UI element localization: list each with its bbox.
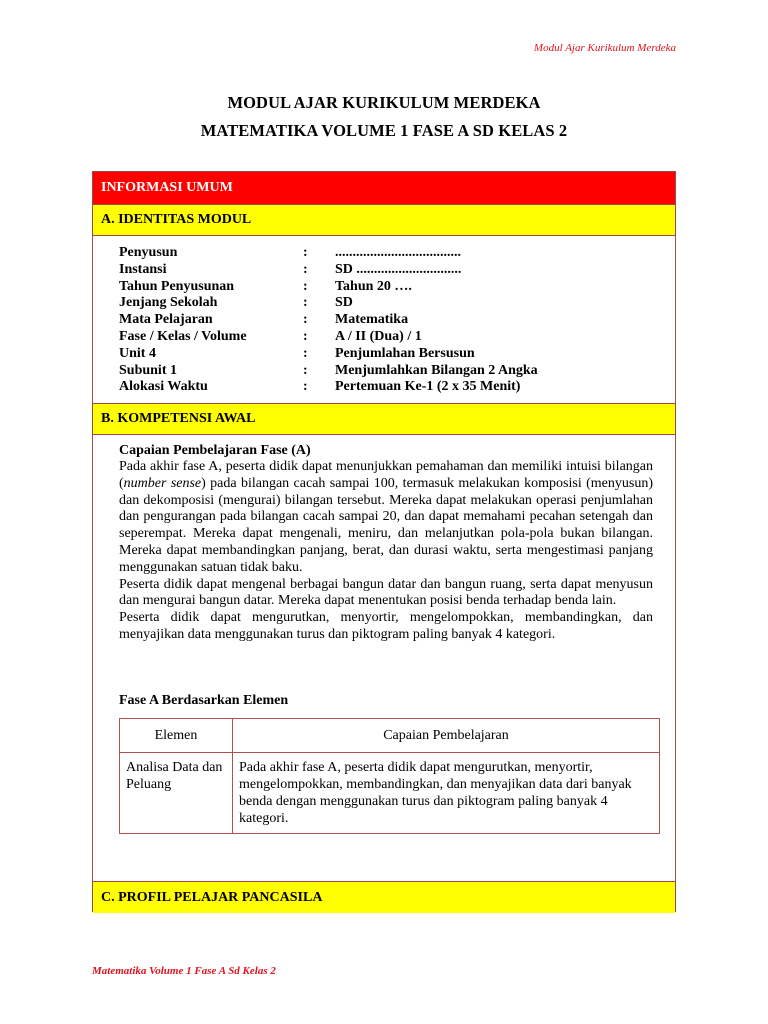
identitas-value: Menjumlahkan Bilangan 2 Angka: [335, 362, 538, 378]
identitas-colon: :: [303, 295, 308, 311]
identitas-value: Pertemuan Ke-1 (2 x 35 Menit): [335, 379, 521, 395]
table-header-row: [120, 719, 660, 753]
identitas-label: Jenjang Sekolah: [119, 295, 218, 311]
identitas-colon: :: [303, 379, 308, 395]
column-header-elemen: Elemen: [120, 719, 233, 753]
identitas-row: [119, 262, 538, 279]
identitas-value: Penjumlahan Bersusun: [335, 345, 475, 361]
identitas-label: Unit 4: [119, 345, 156, 361]
cell-capaian: Pada akhir fase A, peserta didik dapat mengurutkan, menyortir, mengelompokkan, membandingkan, dan menyajikan data dari banyak benda dengan menggunakan turus dan piktogram paling banyak 4 kategori.: [233, 753, 660, 834]
identitas-colon: :: [303, 278, 308, 294]
identitas-row: [119, 346, 538, 363]
identitas-row: [119, 295, 538, 312]
elemen-heading: Fase A Berdasarkan Elemen: [119, 693, 289, 708]
cell-elemen: Analisa Data dan Peluang: [120, 753, 233, 834]
identitas-colon: :: [303, 261, 308, 277]
identitas-value: A / II (Dua) / 1: [335, 328, 422, 344]
identitas-label: Penyusun: [119, 245, 178, 260]
section-informasi-umum: INFORMASI UMUM: [93, 172, 675, 204]
identitas-row: [119, 379, 538, 396]
capaian-heading: Capaian Pembelajaran Fase (A): [119, 443, 311, 458]
number-sense-term: number sense: [123, 475, 202, 491]
document-title: [0, 93, 768, 141]
capaian-paragraph-1-start: Pada akhir fase A, peserta didik dapat menunjukkan pemahaman dan memiliki intuisi bilangan (: [119, 459, 653, 491]
running-header: Modul Ajar Kurikulum Merdeka: [533, 42, 676, 54]
running-footer: Matematika Volume 1 Fase A Sd Kelas 2: [92, 965, 276, 977]
table-row: [120, 753, 660, 834]
identitas-value: Matematika: [335, 312, 409, 328]
identitas-label: Fase / Kelas / Volume: [119, 328, 247, 344]
identitas-colon: :: [303, 362, 308, 378]
identitas-colon: :: [303, 245, 308, 260]
identitas-label: Tahun Penyusunan: [119, 278, 235, 294]
title-line-1: MODUL AJAR KURIKULUM MERDEKA: [227, 93, 541, 112]
identitas-colon: :: [303, 312, 308, 328]
identitas-value: SD: [335, 295, 353, 311]
capaian-paragraph-1-end: ) pada bilangan cacah sampai 100, termasuk melakukan komposisi (menyusun) dan dekomposisi (mengurai) bilangan tersebut. Mereka dapat melakukan operasi penjumlahan dan pengurangan pada bilangan cacah sampai 20, dan dapat memahami pecahan setengah dan seperempat. Mereka dapat mengenali, meniru, dan melanjutkan pola-pola bukan bilangan. Mereka dapat membandingkan panjang, berat, dan durasi waktu, serta mengestimasi panjang menggunakan satuan tidak baku.: [119, 475, 653, 575]
section-kompetensi-awal: B. KOMPETENSI AWAL: [93, 403, 675, 435]
identitas-label: Alokasi Waktu: [119, 379, 208, 395]
title-line-2: MATEMATIKA VOLUME 1 FASE A SD KELAS 2: [200, 121, 568, 140]
identitas-label: Mata Pelajaran: [119, 312, 213, 328]
identitas-list: [119, 245, 538, 396]
capaian-paragraph-2: Peserta didik dapat mengenal berbagai bangun datar dan bangun ruang, serta dapat menyusun dan mengurai bangun datar. Mereka dapat menentukan posisi benda terhadap benda lain.: [119, 576, 653, 609]
identitas-row: [119, 329, 538, 346]
identitas-value: ....................................: [335, 245, 461, 260]
identitas-colon: :: [303, 328, 308, 344]
section-profil-pelajar-pancasila: C. PROFIL PELAJAR PANCASILA: [93, 881, 675, 913]
elemen-table: [119, 718, 660, 834]
identitas-label: Instansi: [119, 261, 167, 277]
identitas-row: [119, 363, 538, 380]
identitas-colon: :: [303, 345, 308, 361]
section-identitas-modul: A. IDENTITAS MODUL: [93, 204, 675, 236]
identitas-value: Tahun 20 ….: [335, 278, 412, 294]
column-header-capaian: Capaian Pembelajaran: [233, 719, 660, 753]
identitas-label: Subunit 1: [119, 362, 177, 378]
capaian-paragraph-3: Peserta didik dapat mengurutkan, menyortir, mengelompokkan, membandingkan, dan menyajikan data menggunakan turus dan piktogram paling banyak 4 kategori.: [119, 610, 653, 642]
identitas-row: [119, 279, 538, 296]
kompetensi-content: [119, 442, 653, 644]
capaian-paragraph-1: [119, 459, 653, 577]
identitas-row: [119, 245, 538, 262]
identitas-value: SD ..............................: [335, 261, 462, 277]
module-info-frame: [92, 171, 676, 912]
identitas-row: [119, 312, 538, 329]
